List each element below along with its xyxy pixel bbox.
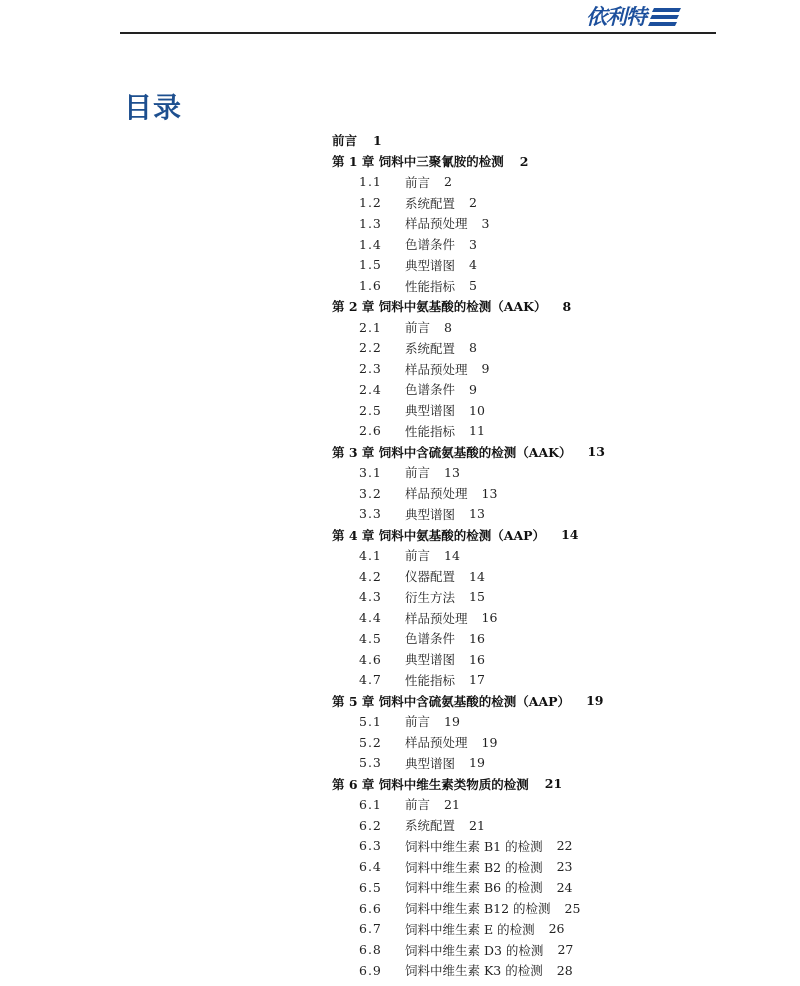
toc-entry-title: 色谱条件 bbox=[405, 237, 456, 253]
toc-section-number: 4.6 bbox=[359, 651, 382, 667]
toc-page-number: 27 bbox=[557, 942, 574, 958]
toc-section-entry[interactable] bbox=[332, 545, 632, 566]
brand-logo-text: 依利特 bbox=[586, 5, 646, 29]
toc-chapter-entry[interactable] bbox=[332, 130, 632, 151]
toc-entry-title: 典型谱图 bbox=[405, 652, 456, 668]
toc-section-number: 6.2 bbox=[359, 817, 382, 833]
toc-entry-title: 样品预处理 bbox=[405, 735, 468, 751]
toc-section-entry[interactable] bbox=[332, 960, 632, 981]
toc-entry-title: 性能指标 bbox=[405, 278, 456, 294]
toc-section-entry[interactable] bbox=[332, 255, 632, 276]
toc-section-number: 3.3 bbox=[359, 506, 382, 522]
toc-section-entry[interactable] bbox=[332, 711, 632, 732]
toc-page-number: 2 bbox=[469, 195, 477, 211]
toc-entry-title: 系统配置 bbox=[405, 195, 456, 211]
toc-section-entry[interactable] bbox=[332, 607, 632, 628]
toc-page-number: 13 bbox=[481, 485, 498, 501]
toc-section-number: 2.1 bbox=[359, 319, 382, 335]
toc-chapter-entry[interactable] bbox=[332, 441, 632, 462]
toc-chapter-entry[interactable] bbox=[332, 296, 632, 317]
toc-entry-title: 第 4 章 饲料中氨基酸的检测（AAP） bbox=[332, 527, 546, 543]
toc-section-entry[interactable] bbox=[332, 670, 632, 691]
toc-section-entry[interactable] bbox=[332, 898, 632, 919]
toc-entry-title: 第 6 章 饲料中维生素类物质的检测 bbox=[332, 776, 529, 792]
toc-section-number: 5.1 bbox=[359, 713, 382, 729]
toc-section-entry[interactable] bbox=[332, 504, 632, 525]
toc-section-entry[interactable] bbox=[332, 213, 632, 234]
toc-page-number: 9 bbox=[481, 361, 490, 377]
toc-section-number: 5.2 bbox=[359, 734, 382, 750]
toc-section-entry[interactable] bbox=[332, 462, 632, 483]
toc-section-number: 2.5 bbox=[359, 402, 382, 418]
toc-page-number: 24 bbox=[556, 879, 573, 895]
toc-chapter-entry[interactable] bbox=[332, 690, 632, 711]
toc-section-entry[interactable] bbox=[332, 815, 632, 836]
toc-entry-title: 第 1 章 饲料中三聚氰胺的检测 bbox=[332, 154, 504, 170]
toc-section-entry[interactable] bbox=[332, 649, 632, 670]
toc-page-number: 16 bbox=[481, 610, 498, 626]
toc-page-number: 3 bbox=[481, 215, 490, 231]
toc-page-number: 26 bbox=[548, 921, 565, 937]
toc-section-number: 4.1 bbox=[359, 547, 382, 563]
toc-entry-title: 典型谱图 bbox=[405, 755, 456, 771]
toc-section-number: 4.3 bbox=[359, 589, 382, 605]
toc-page-number: 2 bbox=[519, 153, 529, 169]
toc-entry-title: 饲料中维生素 B6 的检测 bbox=[405, 880, 543, 896]
toc-section-entry[interactable] bbox=[332, 379, 632, 400]
toc-section-number: 6.9 bbox=[359, 962, 382, 978]
toc-page-number: 4 bbox=[469, 257, 477, 273]
toc-section-number: 6.7 bbox=[359, 921, 382, 937]
toc-section-entry[interactable] bbox=[332, 939, 632, 960]
toc-entry-title: 前言 bbox=[405, 797, 431, 813]
toc-page-number: 13 bbox=[469, 506, 485, 522]
header-rule bbox=[120, 32, 716, 34]
toc-page-number: 5 bbox=[469, 278, 477, 294]
toc-page-number: 19 bbox=[481, 734, 498, 750]
toc-page-number: 21 bbox=[444, 796, 460, 812]
page-title: 目录 bbox=[124, 91, 183, 124]
toc-section-number: 2.4 bbox=[359, 381, 382, 397]
toc-entry-title: 仪器配置 bbox=[405, 569, 456, 585]
toc-page-number: 16 bbox=[469, 630, 485, 646]
toc-section-entry[interactable] bbox=[332, 172, 632, 193]
toc-page-number: 14 bbox=[469, 568, 485, 584]
toc-section-number: 2.2 bbox=[359, 340, 382, 356]
toc-section-number: 2.6 bbox=[359, 423, 382, 439]
toc-page-number: 21 bbox=[469, 817, 485, 833]
toc-section-entry[interactable] bbox=[332, 338, 632, 359]
toc-page-number: 17 bbox=[469, 672, 485, 688]
toc-section-entry[interactable] bbox=[332, 856, 632, 877]
toc-chapter-entry[interactable] bbox=[332, 151, 632, 172]
toc-section-entry[interactable] bbox=[332, 317, 632, 338]
toc-entry-title: 样品预处理 bbox=[405, 361, 468, 377]
toc-section-number: 5.3 bbox=[359, 755, 382, 771]
toc-section-entry[interactable] bbox=[332, 877, 632, 898]
toc-section-number: 4.2 bbox=[359, 568, 382, 584]
toc-entry-title: 系统配置 bbox=[405, 340, 456, 356]
toc-entry-title: 性能指标 bbox=[405, 672, 456, 688]
toc-entry-title: 前言 bbox=[405, 465, 431, 481]
toc-page-number: 8 bbox=[444, 319, 452, 335]
toc-page-number: 28 bbox=[556, 962, 573, 978]
toc-section-number: 3.2 bbox=[359, 485, 382, 501]
toc-entry-title: 前言 bbox=[405, 174, 431, 190]
toc-page-number: 10 bbox=[469, 402, 485, 418]
toc-entry-title: 饲料中维生素 B1 的检测 bbox=[405, 838, 543, 854]
toc-page-number: 23 bbox=[556, 859, 573, 875]
toc-entry-title: 样品预处理 bbox=[405, 610, 468, 626]
toc-page-number: 8 bbox=[562, 298, 572, 314]
toc-page-number: 19 bbox=[444, 713, 460, 729]
toc-entry-title: 样品预处理 bbox=[405, 216, 468, 232]
toc-section-entry[interactable] bbox=[332, 358, 632, 379]
toc-entry-title: 色谱条件 bbox=[405, 382, 456, 398]
toc-entry-title: 第 5 章 饲料中含硫氨基酸的检测（AAP） bbox=[332, 693, 571, 709]
toc-entry-title: 饲料中维生素 D3 的检测 bbox=[405, 942, 544, 958]
toc-section-entry[interactable] bbox=[332, 587, 632, 608]
toc-chapter-entry[interactable] bbox=[332, 524, 632, 545]
toc-entry-title: 典型谱图 bbox=[405, 506, 456, 522]
toc-entry-title: 典型谱图 bbox=[405, 403, 456, 419]
toc-page-number: 2 bbox=[444, 174, 452, 190]
toc-section-number: 6.1 bbox=[359, 796, 382, 812]
toc-page-number: 16 bbox=[469, 651, 485, 667]
toc-page-number: 25 bbox=[564, 900, 581, 916]
toc-section-number: 1.4 bbox=[359, 236, 382, 252]
toc-page-number: 11 bbox=[469, 423, 485, 439]
toc-page-number: 13 bbox=[444, 464, 460, 480]
toc-entry-title: 前言 bbox=[405, 548, 431, 564]
toc-section-entry[interactable] bbox=[332, 421, 632, 442]
toc-entry-title: 饲料中维生素 B12 的检测 bbox=[405, 901, 551, 917]
toc-section-entry[interactable] bbox=[332, 275, 632, 296]
toc-entry-title: 色谱条件 bbox=[405, 631, 456, 647]
toc-section-number: 6.4 bbox=[359, 859, 382, 875]
toc-section-entry[interactable] bbox=[332, 234, 632, 255]
toc-entry-title: 前言 bbox=[332, 133, 358, 149]
toc-section-number: 6.8 bbox=[359, 942, 382, 958]
toc-section-number: 1.6 bbox=[359, 278, 382, 294]
toc-section-number: 1.2 bbox=[359, 195, 382, 211]
toc-page-number: 22 bbox=[556, 838, 573, 854]
toc-section-number: 1.5 bbox=[359, 257, 382, 273]
toc-entry-title: 饲料中维生素 E 的检测 bbox=[405, 921, 535, 937]
toc-page-number: 19 bbox=[586, 693, 604, 709]
toc-page-number: 9 bbox=[469, 381, 477, 397]
toc-section-entry[interactable] bbox=[332, 753, 632, 774]
toc-section-number: 1.3 bbox=[359, 215, 382, 231]
table-of-contents bbox=[332, 130, 632, 981]
toc-entry-title: 前言 bbox=[405, 714, 431, 730]
toc-chapter-entry[interactable] bbox=[332, 773, 632, 794]
toc-entry-title: 系统配置 bbox=[405, 818, 456, 834]
toc-section-entry[interactable] bbox=[332, 836, 632, 857]
brand-logo bbox=[586, 4, 682, 30]
toc-page-number: 14 bbox=[561, 527, 579, 543]
toc-section-number: 6.5 bbox=[359, 879, 382, 895]
toc-entry-title: 典型谱图 bbox=[405, 257, 456, 273]
toc-section-entry[interactable] bbox=[332, 483, 632, 504]
toc-section-number: 2.3 bbox=[359, 361, 382, 377]
toc-section-entry[interactable] bbox=[332, 192, 632, 213]
toc-section-entry[interactable] bbox=[332, 566, 632, 587]
toc-page-number: 15 bbox=[469, 589, 485, 605]
toc-entry-title: 第 2 章 饲料中氨基酸的检测（AAK） bbox=[332, 299, 547, 315]
toc-entry-title: 饲料中维生素 K3 的检测 bbox=[405, 963, 543, 979]
toc-section-number: 6.6 bbox=[359, 900, 382, 916]
toc-entry-title: 衍生方法 bbox=[405, 589, 456, 605]
toc-page-number: 1 bbox=[373, 132, 382, 148]
toc-section-entry[interactable] bbox=[332, 919, 632, 940]
toc-page-number: 13 bbox=[587, 444, 605, 460]
toc-page-number: 19 bbox=[469, 755, 485, 771]
toc-entry-title: 样品预处理 bbox=[405, 486, 468, 502]
toc-section-number: 4.5 bbox=[359, 630, 382, 646]
toc-section-number: 4.7 bbox=[359, 672, 382, 688]
toc-section-entry[interactable] bbox=[332, 732, 632, 753]
toc-page-number: 8 bbox=[469, 340, 477, 356]
toc-section-entry[interactable] bbox=[332, 400, 632, 421]
toc-section-entry[interactable] bbox=[332, 628, 632, 649]
toc-entry-title: 前言 bbox=[405, 320, 431, 336]
toc-page-number: 21 bbox=[544, 776, 563, 792]
toc-entry-title: 性能指标 bbox=[405, 423, 456, 439]
toc-section-entry[interactable] bbox=[332, 794, 632, 815]
toc-page-number: 14 bbox=[444, 547, 460, 563]
toc-section-number: 3.1 bbox=[359, 464, 382, 480]
toc-section-number: 6.3 bbox=[359, 838, 382, 854]
toc-section-number: 4.4 bbox=[359, 610, 382, 626]
toc-entry-title: 饲料中维生素 B2 的检测 bbox=[405, 859, 543, 875]
brand-logo-icon bbox=[648, 7, 682, 27]
toc-page-number: 3 bbox=[469, 236, 477, 252]
toc-section-number: 1.1 bbox=[359, 174, 382, 190]
toc-entry-title: 第 3 章 饲料中含硫氨基酸的检测（AAK） bbox=[332, 444, 572, 460]
